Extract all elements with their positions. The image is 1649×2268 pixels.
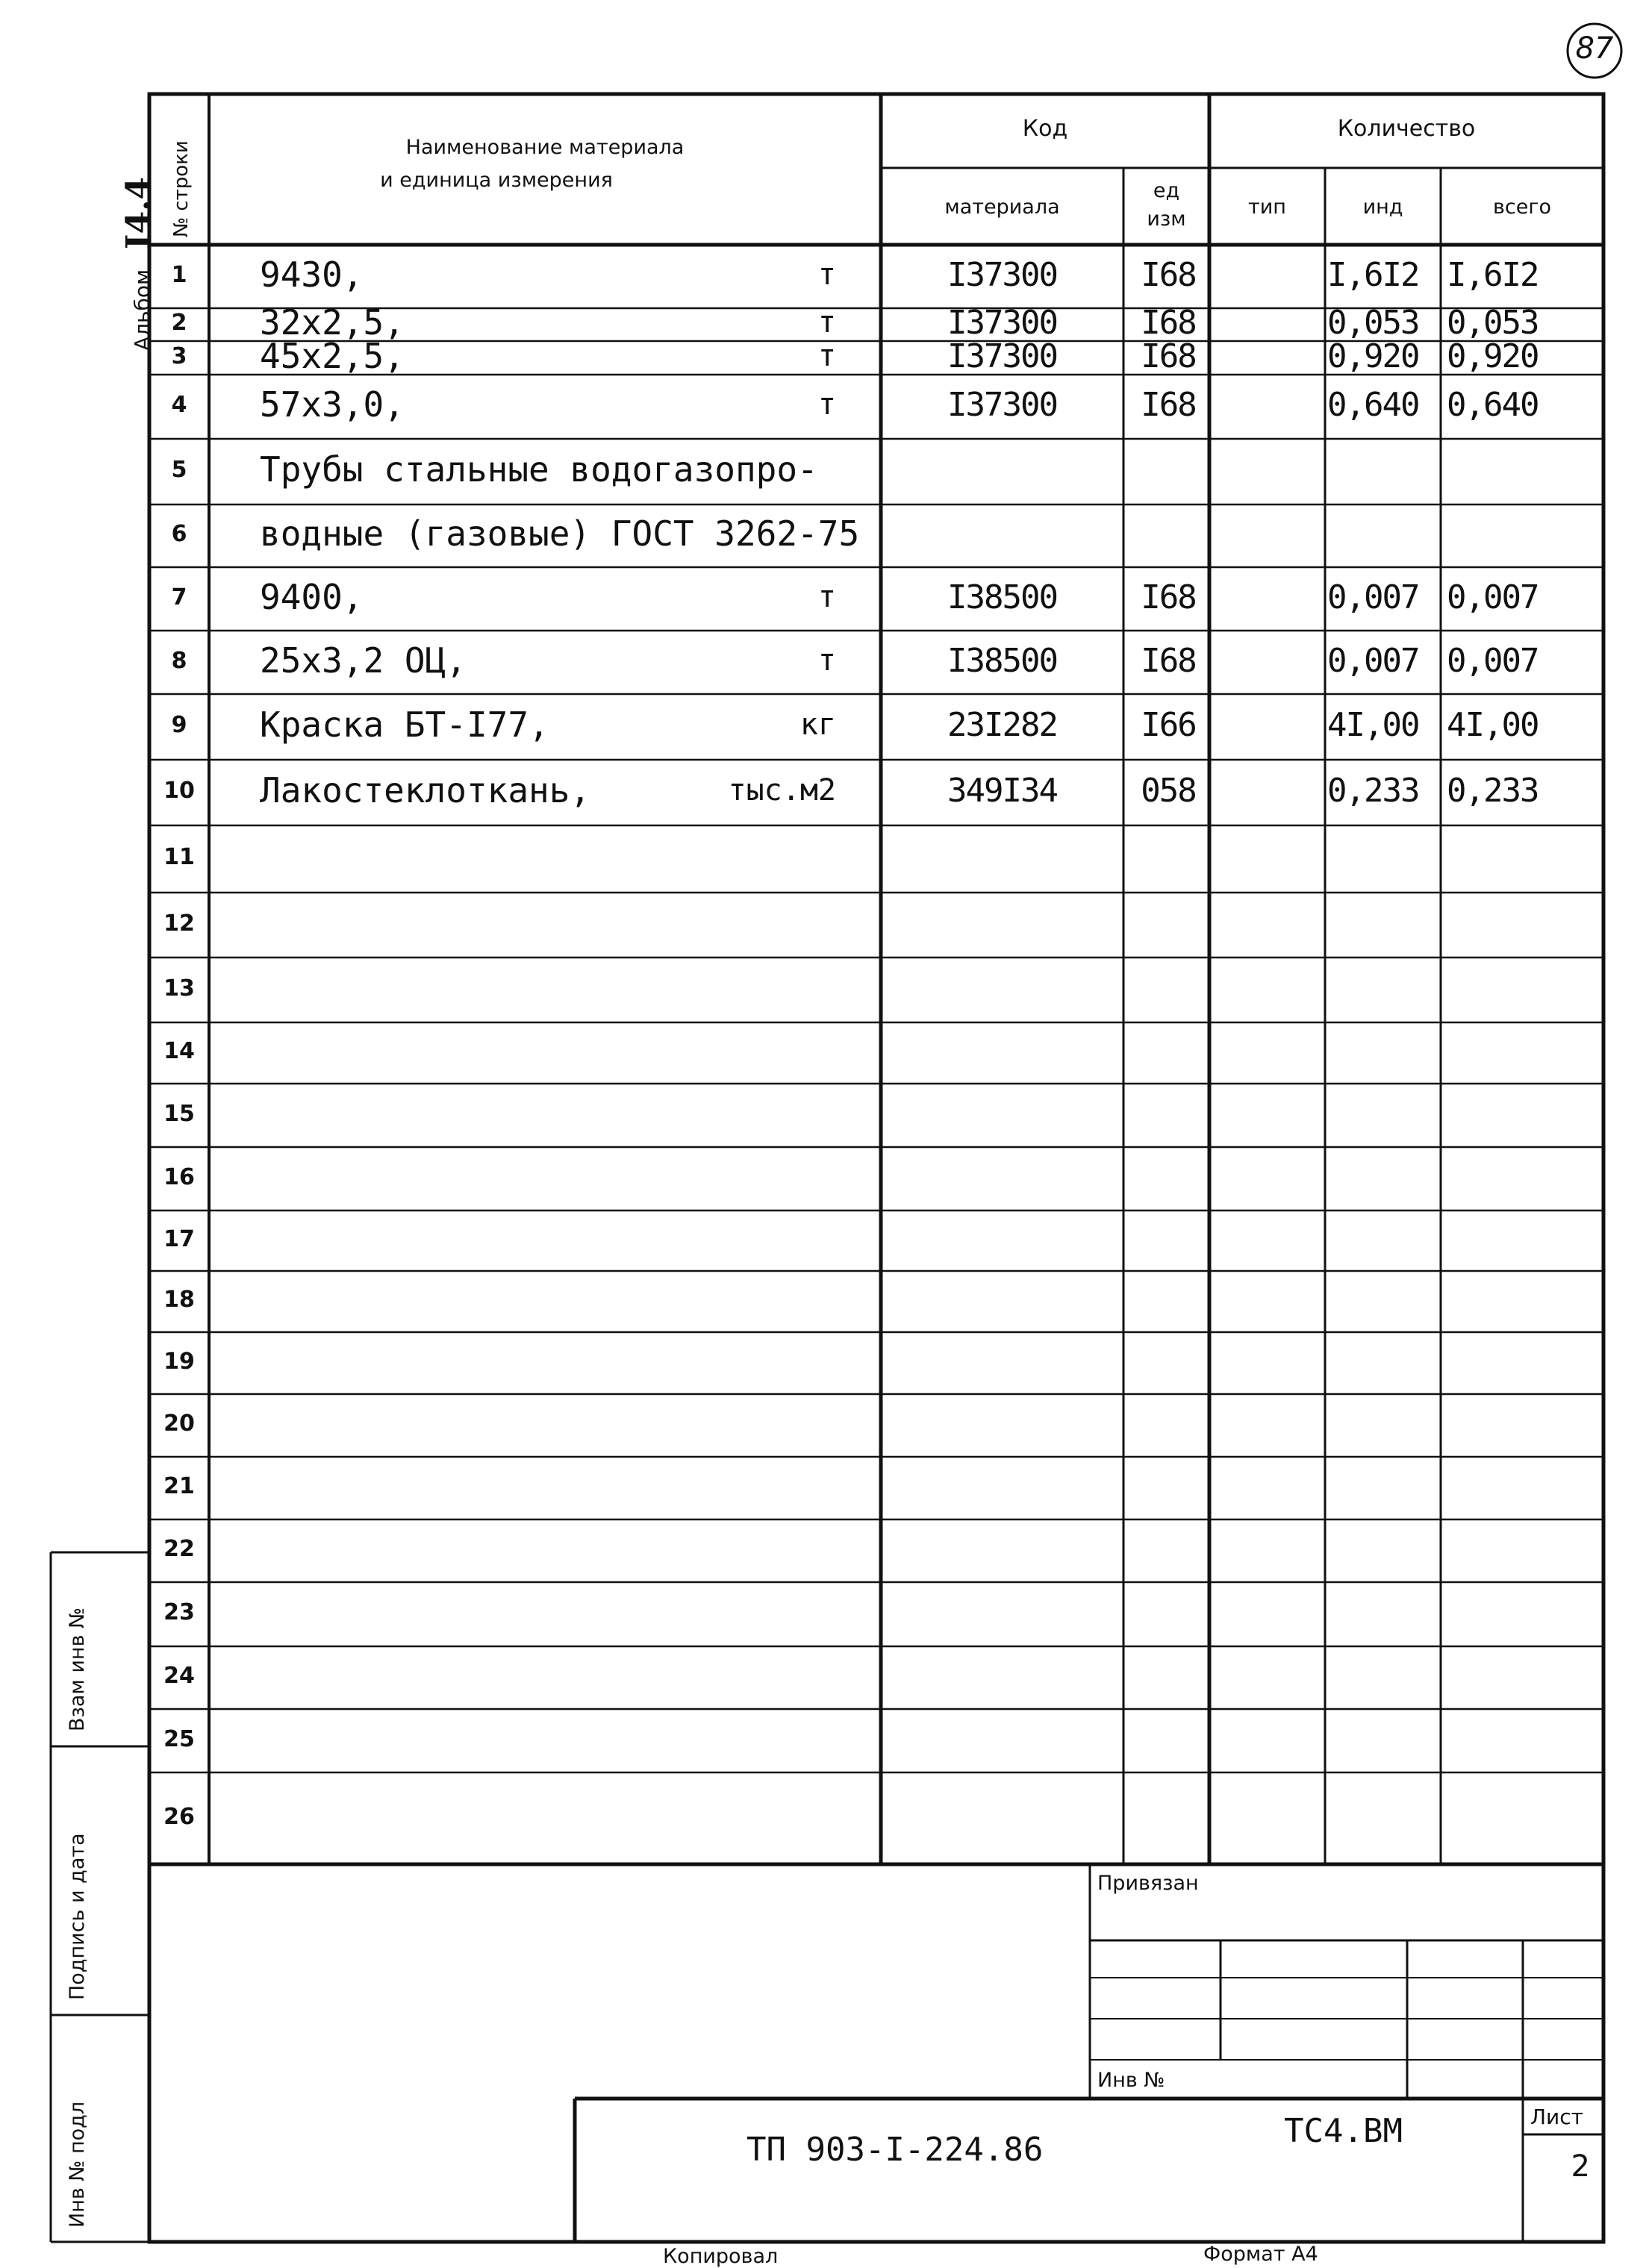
- stamp-inv-label: Инв №: [1097, 2069, 1165, 2092]
- row-material-code: I37300: [947, 337, 1057, 375]
- row-material-code: 23I282: [947, 706, 1057, 744]
- row-material-code: 349I34: [947, 772, 1057, 810]
- header-material: материала: [944, 196, 1060, 219]
- row-name: Краска БТ-I77,: [260, 705, 549, 745]
- row-unit-code: I68: [1141, 578, 1196, 616]
- header-ind: инд: [1362, 196, 1403, 219]
- row-qty-total: I,6I2: [1447, 255, 1539, 294]
- row-name: Лакостеклоткань,: [260, 770, 591, 810]
- row-unit-code: I68: [1141, 337, 1196, 375]
- row-unit-code: I68: [1141, 386, 1196, 424]
- row-qty-total: 0,053: [1447, 304, 1539, 342]
- row-number: 23: [163, 1599, 195, 1625]
- row-qty-ind: I,6I2: [1327, 255, 1419, 294]
- row-material-code: I37300: [947, 304, 1057, 342]
- stamp-document-code: ТС4.ВМ: [1284, 2112, 1403, 2150]
- row-qty-ind: 0,640: [1327, 386, 1419, 424]
- row-unit-code: I68: [1141, 255, 1196, 294]
- row-name: водные (газовые) ГОСТ 3262-75: [260, 513, 860, 554]
- row-unit: т: [817, 338, 836, 373]
- stamp-sheet-label: Лист: [1530, 2105, 1583, 2129]
- row-number: 22: [163, 1536, 195, 1562]
- row-name: 45x2,5,: [260, 335, 405, 376]
- row-number: 4: [171, 392, 187, 418]
- row-name: Трубы стальные водогазопро-: [260, 449, 818, 490]
- footer-copied: Копировал: [663, 2245, 779, 2268]
- row-number: 12: [163, 910, 195, 937]
- page-number: 87: [1575, 31, 1614, 66]
- row-qty-ind: 0,233: [1327, 772, 1419, 810]
- row-unit: т: [817, 579, 836, 614]
- row-number: 14: [163, 1038, 195, 1064]
- row-unit: т: [817, 305, 836, 340]
- row-number: 17: [163, 1225, 195, 1252]
- row-unit-code: 058: [1141, 772, 1196, 810]
- row-unit: кг: [799, 707, 836, 742]
- row-number: 7: [171, 584, 187, 610]
- row-qty-total: 0,640: [1447, 386, 1539, 424]
- margin-inv-podl-label: Инв № подл: [66, 2101, 89, 2228]
- row-number: 21: [163, 1473, 195, 1499]
- header-name-line1: Наименование материала: [405, 136, 685, 159]
- footer-format: Формат А4: [1203, 2243, 1318, 2266]
- header-unit-line1: ед: [1153, 179, 1180, 202]
- row-qty-total: 0,007: [1447, 641, 1539, 680]
- row-qty-ind: 0,920: [1327, 337, 1419, 375]
- row-qty-total: 0,233: [1447, 772, 1539, 810]
- row-number: 18: [163, 1287, 195, 1313]
- row-qty-ind: 0,007: [1327, 641, 1419, 680]
- row-unit-code: I66: [1141, 706, 1196, 744]
- row-unit-code: I68: [1141, 641, 1196, 680]
- album-label-text: Альбом: [130, 269, 155, 351]
- row-name: 57x3,0,: [260, 384, 405, 425]
- row-number: 10: [163, 778, 195, 804]
- header-row-no: № строки: [170, 140, 193, 237]
- row-qty-ind: 0,007: [1327, 578, 1419, 616]
- row-number: 1: [171, 261, 187, 288]
- header-quantity: Количество: [1337, 116, 1476, 142]
- row-number: 26: [163, 1803, 195, 1830]
- row-material-code: I37300: [947, 255, 1057, 294]
- row-name: 25x3,2 ОЦ,: [260, 640, 467, 681]
- row-qty-ind: 4I,00: [1327, 706, 1419, 744]
- row-number: 5: [171, 457, 187, 483]
- header-code: Код: [1022, 116, 1068, 142]
- row-name: 9400,: [260, 576, 364, 617]
- row-number: 9: [171, 712, 187, 738]
- header-type: тип: [1248, 196, 1286, 219]
- row-qty-total: 0,920: [1447, 337, 1539, 375]
- stamp-sheet-number: 2: [1571, 2149, 1590, 2184]
- row-unit: тыс.м2: [728, 773, 836, 807]
- header-name-line2: и единица измерения: [380, 169, 613, 192]
- row-qty-total: 4I,00: [1447, 706, 1539, 744]
- row-number: 25: [163, 1725, 195, 1752]
- margin-vzam-label: Взам инв №: [66, 1607, 89, 1731]
- row-number: 19: [163, 1348, 195, 1375]
- row-number: 2: [171, 310, 187, 336]
- header-unit-line2: изм: [1147, 207, 1186, 231]
- row-number: 20: [163, 1411, 195, 1437]
- row-material-code: I38500: [947, 578, 1057, 616]
- row-unit: т: [817, 643, 836, 678]
- row-unit: т: [817, 257, 836, 292]
- row-number: 6: [171, 521, 187, 547]
- margin-signature-label: Подпись и дата: [66, 1833, 89, 2000]
- row-number: 11: [163, 844, 195, 870]
- stamp-bound-label: Привязан: [1097, 1872, 1199, 1895]
- row-material-code: I37300: [947, 386, 1057, 424]
- row-number: 13: [163, 975, 195, 1002]
- row-unit-code: I68: [1141, 304, 1196, 342]
- row-number: 16: [163, 1163, 195, 1190]
- row-number: 3: [171, 343, 187, 369]
- row-qty-total: 0,007: [1447, 578, 1539, 616]
- row-name: 9430,: [260, 254, 364, 295]
- stamp-document-number: ТП 903-I-224.86: [746, 2131, 1044, 2169]
- row-number: 24: [163, 1663, 195, 1689]
- row-unit: т: [817, 387, 836, 422]
- row-number: 15: [163, 1100, 195, 1127]
- album-number: I4.4: [119, 176, 158, 250]
- header-total: всего: [1492, 196, 1552, 219]
- row-number: 8: [171, 647, 187, 674]
- album-label: [119, 177, 158, 351]
- row-qty-ind: 0,053: [1327, 304, 1419, 342]
- row-name: 32x2,5,: [260, 302, 405, 343]
- row-material-code: I38500: [947, 641, 1057, 680]
